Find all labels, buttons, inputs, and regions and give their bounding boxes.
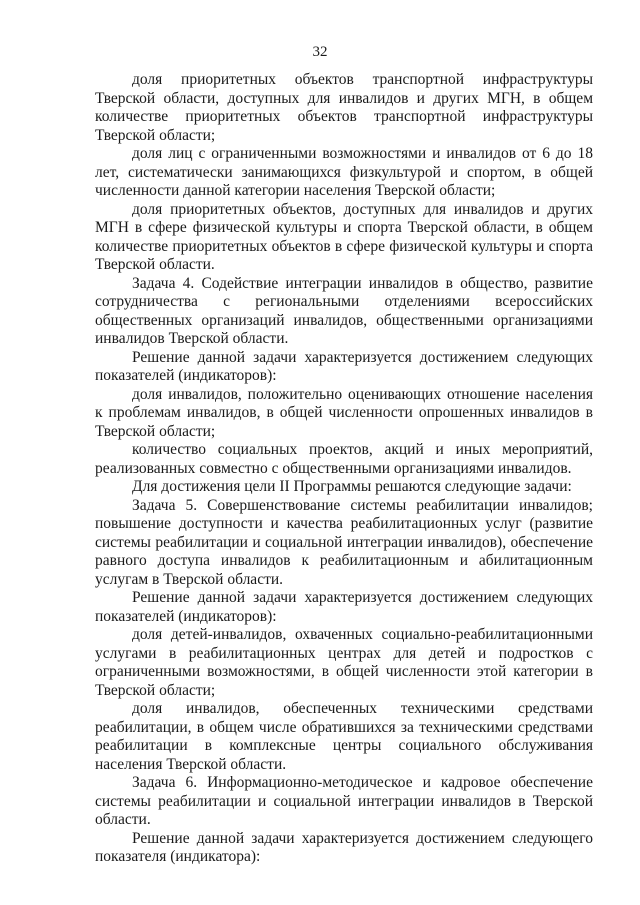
paragraph: доля лиц с ограниченными возможностями и инвалидов от 6 до 18 лет, систематически занимающихся физкультурой и спортом, в общей численности данной категории населения Тверской области; bbox=[95, 145, 593, 199]
document-body bbox=[95, 71, 593, 867]
paragraph: Решение данной задачи характеризуется достижением следующих показателей (индикаторов): bbox=[95, 348, 593, 384]
paragraph: Для достижения цели II Программы решаются следующие задачи: bbox=[132, 478, 572, 495]
paragraph: количество социальных проектов, акций и иных мероприятий, реализованных совместно с общественными организациями инвалидов. bbox=[95, 441, 593, 477]
paragraph: доля приоритетных объектов, доступных для инвалидов и других МГН в сфере физической культуры и спорта Тверской области, в общем количестве приоритетных объектов в сфере физической культуры и спорта Тверской области. bbox=[95, 200, 593, 273]
paragraph: Решение данной задачи характеризуется достижением следующего показателя (индикатора): bbox=[95, 829, 593, 865]
paragraph: доля детей-инвалидов, охваченных социально-реабилитационными услугами в реабилитационных центрах для детей и подростков с ограниченными возможностями, в общей численности этой категории в Тверской области; bbox=[95, 626, 593, 699]
paragraph: Решение данной задачи характеризуется достижением следующих показателей (индикаторов): bbox=[95, 589, 593, 625]
paragraph: Задача 4. Содействие интеграции инвалидов в общество, развитие сотрудничества с региональными отделениями всероссийских общественных организаций инвалидов, общественными организациями инвалидов Тверской области. bbox=[95, 274, 593, 347]
paragraph: доля инвалидов, положительно оценивающих отношение населения к проблемам инвалидов, в общей численности опрошенных инвалидов в Тверской области; bbox=[95, 385, 593, 440]
paragraph: Задача 5. Совершенствование системы реабилитации инвалидов; повышение доступности и качества реабилитационных услуг (развитие системы реабилитации и социальной интеграции инвалидов), обеспечение равного доступа инвалидов к реабилитационным и абилитационным услугам в Тверской области. bbox=[95, 496, 593, 588]
page-number: 32 bbox=[312, 44, 328, 60]
paragraph: доля приоритетных объектов транспортной инфраструктуры Тверской области, доступных для инвалидов и других МГН, в общем количестве приоритетных объектов транспортной инфраструктуры Тверской области; bbox=[95, 71, 593, 144]
paragraph: Задача 6. Информационно-методическое и кадровое обеспечение системы реабилитации и социальной интеграции инвалидов в Тверской области. bbox=[95, 774, 593, 828]
paragraph: доля инвалидов, обеспеченных техническими средствами реабилитации, в общем числе обратившихся за техническими средствами реабилитации в комплексные центры социального обслуживания населения Тверской области. bbox=[95, 700, 593, 773]
